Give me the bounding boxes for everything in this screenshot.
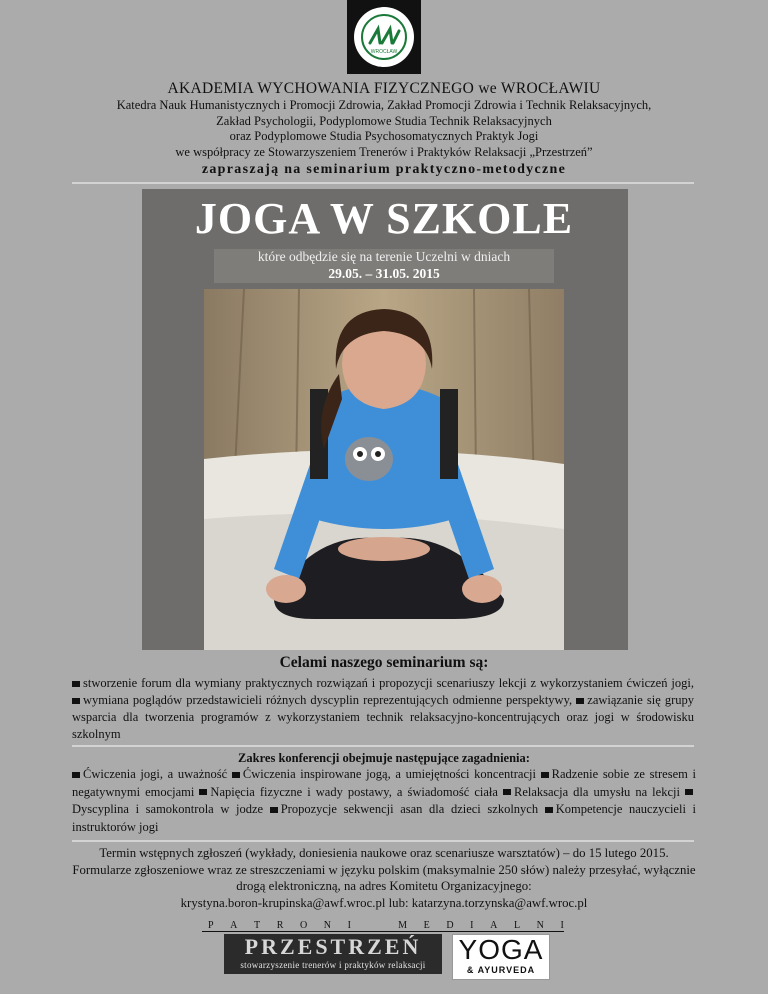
patron-letter: I [560,920,564,931]
przestrzen-logo [224,934,442,974]
header-line-4: we współpracy ze Stowarzyszeniem Trenerów i Praktyków Relaksacji „Przestrzeń” [175,144,593,159]
goal-item: wymiana poglądów przedstawicieli różnych dyscyplin reprezentujących odmienne perspektywy, [83,693,573,707]
header-line-2: Zakład Psychologii, Podyplomowe Studia Technik Relaksacyjnych [216,113,552,128]
divider [72,745,694,747]
bullet-icon [545,807,553,813]
bullet-icon [270,807,278,813]
bullet-icon [72,772,80,778]
yoga-subtitle: & AYURVEDA [466,965,536,975]
yoga-ayurveda-logo [452,934,550,980]
scope-item: Ćwiczenia jogi, a uważność [83,767,228,781]
divider [72,840,694,842]
przestrzen-subtitle: stowarzyszenie trenerów i praktyków relaksacji [240,960,426,970]
email-separator: lub: [388,895,409,910]
date-box [214,249,554,283]
email-link-2[interactable]: katarzyna.torzynska@awf.wroc.pl [411,895,588,910]
scope-title: Zakres konferencji obejmuje następujące zagadnienia: [238,751,530,765]
patron-letter: T [253,920,261,931]
bullet-icon [199,789,207,795]
awf-emblem [354,7,414,67]
academy-logo [347,0,421,74]
scope-item: Kompetencje nauczycieli i instruktorów jogi [72,802,697,834]
scope-item: Propozycje sekwencji asan dla dzieci szkolnych [280,802,539,816]
patron-letter: M [398,920,408,931]
deadline-text: Termin wstępnych zgłoszeń (wykłady, doniesienia naukowe oraz scenariusze warsztatów) – do 15 lutego 2015. Formularze zgłoszeniowe wraz ze streszczeniami w języku polskim (maksymalnie 250 słów) należy przesyłać, wyłącznie drogą elektroniczną, na adres Komitetu Organizacyjnego: [72,846,696,893]
patron-letter: D [446,920,454,931]
bullet-icon [541,772,549,778]
przestrzen-name: PRZESTRZEŃ [244,934,422,959]
patron-letter: P [208,920,214,931]
patron-letter: O [299,920,308,931]
logo-caption: WROCŁAW [370,49,398,55]
scope-item: Radzenie sobie ze stresem i negatywnymi emocjami [72,767,696,799]
patrons-rule [202,931,564,932]
media-patrons-label [208,920,564,931]
patron-letter: L [513,920,521,931]
scope-item: Relaksacja dla umysłu na lekcji [513,784,680,799]
scope-item: Dyscyplina i samokontrola w jodze [72,802,264,816]
invitation-line: zapraszają na seminarium praktyczno-metodyczne [201,162,567,177]
goals-paragraph [72,675,694,743]
patron-letter: R [276,920,284,931]
event-title: JOGA W SZKOLE [194,194,574,243]
email-link-1[interactable]: krystyna.boron-krupinska@awf.wroc.pl [180,895,386,910]
patron-letter: I [470,920,474,931]
bullet-icon [685,789,693,795]
scope-item: Napięcia fizyczne i wady postawy, a świadomość ciała [210,784,498,799]
patron-letter: A [230,920,238,931]
scope-item: Ćwiczenia inspirowane jogą, a umiejętności koncentracji [242,767,536,781]
patron-letter: A [490,920,498,931]
deadline-block [72,845,696,911]
bullet-icon [232,772,240,778]
patron-letter: I [347,920,351,931]
divider [72,182,694,184]
patron-letter: E [423,920,430,931]
header-line-3: oraz Podyplomowe Studia Psychosomatycznych Praktyk Jogi [229,129,539,143]
header-line-1: Katedra Nauk Humanistycznych i Promocji Zdrowia, Zakład Promocji Zdrowia i Technik Relaksacyjnych, [116,98,652,112]
academy-name: AKADEMIA WYCHOWANIA FIZYCZNEGO we WROCŁAWIU [167,80,601,97]
bullet-icon [72,681,80,687]
awf-emblem-icon [360,13,408,61]
bullet-icon [72,698,80,704]
yoga-girl-photo [204,289,564,650]
venue-text: które odbędzie się na terenie Uczelni w dniach [257,249,511,264]
bullet-icon [576,698,584,704]
patron-letter: N [323,920,332,931]
header [0,80,768,178]
event-dates: 29.05. – 31.05. 2015 [328,266,440,281]
patron-letter: N [536,920,544,931]
yoga-name: YOGA [458,934,544,965]
scope-paragraph [72,766,696,836]
goal-item: zawiązanie się grupy wsparcia dla tworzenia programów z wykorzystaniem technik relaksacyjno-koncentrujących oraz jogi w środowisku szkolnym [72,693,695,741]
spacer [368,920,382,931]
goals-title: Celami naszego seminarium są: [279,654,489,671]
bullet-icon [503,789,511,795]
goal-item: stworzenie forum dla wymiany praktycznych rozwiązań i propozycji scenariuszy lekcji z wykorzystaniem ćwiczeń jogi, [83,676,694,690]
